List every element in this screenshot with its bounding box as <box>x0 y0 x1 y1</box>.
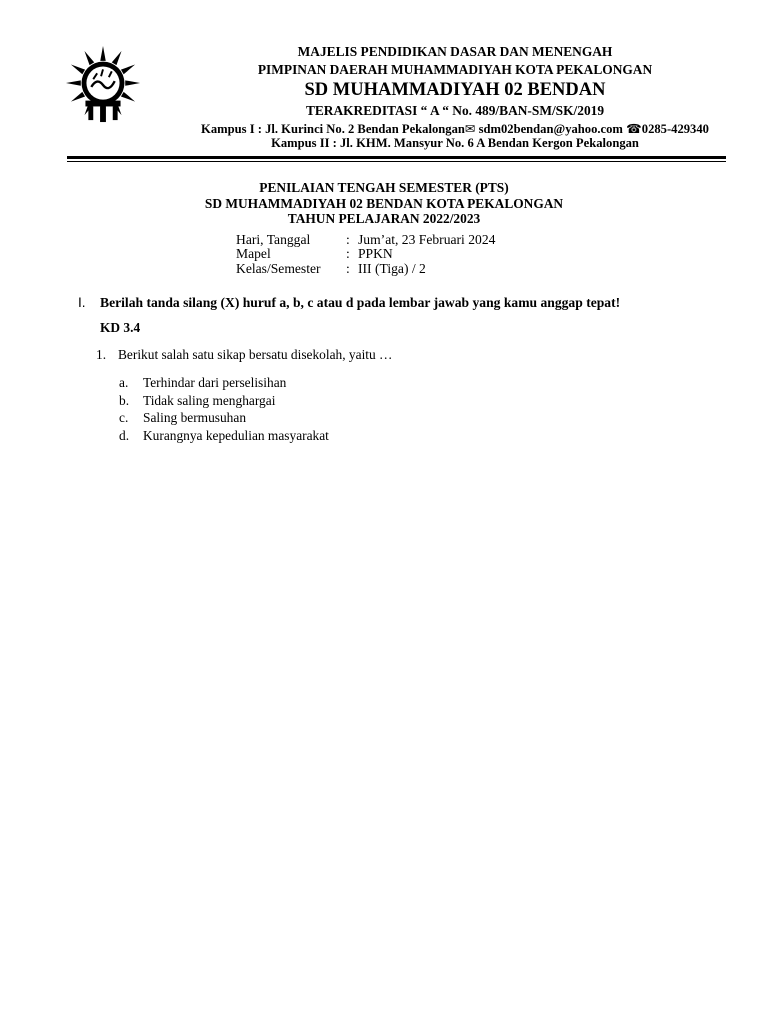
info-value: III (Tiga) / 2 <box>358 261 426 276</box>
exam-school: SD MUHAMMADIYAH 02 BENDAN KOTA PEKALONGAN <box>204 196 564 211</box>
telephone-icon: ☎ <box>626 122 642 136</box>
option-text: Kurangnya kepedulian masyarakat <box>143 428 329 443</box>
kd-label: KD 3.4 <box>100 320 141 335</box>
info-value: PPKN <box>358 246 393 261</box>
question-text: Berikut salah satu sikap bersatu disekolah, yaitu … <box>118 347 393 362</box>
info-separator: : <box>346 246 350 261</box>
logo-ray <box>121 65 135 75</box>
option-item <box>119 393 275 409</box>
logo-ray <box>71 92 85 102</box>
exam-title: PENILAIAN TENGAH SEMESTER (PTS) <box>259 180 509 195</box>
info-separator: : <box>346 261 350 276</box>
logo-ray <box>84 51 94 65</box>
option-text: Saling bermusuhan <box>143 410 247 425</box>
info-label: Kelas/Semester <box>236 261 321 276</box>
school-phone: 0285-429340 <box>641 122 709 136</box>
section-number: I. <box>78 295 86 310</box>
section-instruction-row <box>78 295 620 311</box>
info-label: Mapel <box>236 246 271 261</box>
info-label: Hari, Tanggal <box>236 232 311 247</box>
logo-ray <box>66 80 81 85</box>
option-letter: c. <box>119 410 129 425</box>
letterhead-divider-thin <box>67 161 726 162</box>
logo-ray <box>100 46 105 61</box>
info-value: Jum’at, 23 Februari 2024 <box>358 232 496 247</box>
option-item <box>119 375 286 391</box>
logo-ray <box>121 92 135 102</box>
info-separator: : <box>346 232 350 247</box>
envelope-icon: ✉ <box>464 122 476 136</box>
campus1-line <box>160 121 750 137</box>
exam-year: TAHUN PELAJARAN 2022/2023 <box>287 211 481 226</box>
option-letter: d. <box>119 428 130 443</box>
letterhead-divider-thick <box>67 156 726 159</box>
option-letter: a. <box>119 375 129 390</box>
question-item <box>96 347 392 363</box>
info-row-class <box>236 261 426 277</box>
option-item <box>119 428 329 444</box>
campus1-address: Kampus I : Jl. Kurinci No. 2 Bendan Pekalongan <box>201 122 465 136</box>
question-number: 1. <box>96 347 107 362</box>
letterhead-line2: PIMPINAN DAERAH MUHAMMADIYAH KOTA PEKALONGAN <box>257 62 653 77</box>
campus2-address: Kampus II : Jl. KHM. Mansyur No. 6 A Bendan Kergon Pekalongan <box>271 136 639 150</box>
option-text: Terhindar dari perselisihan <box>143 375 287 390</box>
option-text: Tidak saling menghargai <box>143 393 276 408</box>
school-email: sdm02bendan@yahoo.com <box>478 122 623 136</box>
letterhead-line1: MAJELIS PENDIDIKAN DASAR DAN MENENGAH <box>297 44 613 59</box>
accreditation: TERAKREDITASI “ A “ No. 489/BAN-SM/SK/2019 <box>305 103 605 118</box>
logo-ray <box>125 80 140 85</box>
section-instruction: Berilah tanda silang (X) huruf a, b, c atau d pada lembar jawab yang kamu anggap tepat! <box>100 295 621 310</box>
option-item <box>119 410 246 426</box>
school-name: SD MUHAMMADIYAH 02 BENDAN <box>304 80 606 100</box>
muhammadiyah-logo-icon <box>64 44 142 126</box>
option-letter: b. <box>119 393 130 408</box>
logo-ray <box>112 51 122 65</box>
logo-ray <box>71 65 85 75</box>
info-row-subject <box>236 246 393 262</box>
